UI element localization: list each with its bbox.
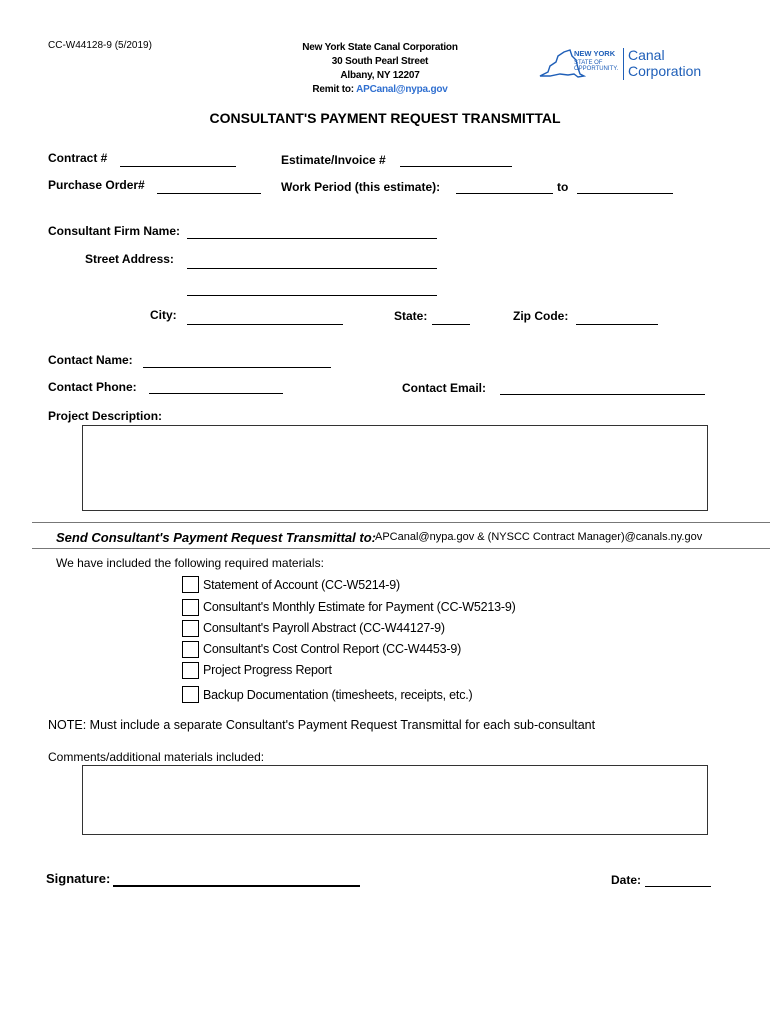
logo-divider	[623, 48, 624, 80]
checkbox-backup-documentation[interactable]	[182, 686, 199, 703]
comments-box[interactable]	[82, 765, 708, 835]
logo-brand-corporation: Corporation	[628, 63, 702, 79]
contact-name-label: Contact Name:	[48, 353, 133, 367]
send-to-emails: APCanal@nypa.gov & (NYSCC Contract Manager)@canals.ny.gov	[375, 531, 703, 543]
materials-item-label: Consultant's Cost Control Report (CC-W4453-9)	[203, 642, 462, 656]
materials-item-label: Consultant's Monthly Estimate for Payment (CC-W5213-9)	[203, 600, 516, 614]
date-label: Date:	[611, 873, 642, 887]
signature-field[interactable]	[113, 885, 360, 887]
logo-brand-canal: Canal	[628, 47, 665, 63]
state-field[interactable]	[432, 324, 470, 325]
street-address-field-2[interactable]	[187, 295, 437, 296]
logo-opportunity: OPPORTUNITY.	[574, 66, 619, 72]
work-period-label: Work Period (this estimate):	[281, 180, 441, 194]
contract-label: Contract #	[48, 151, 108, 165]
materials-intro: We have included the following required materials:	[56, 556, 324, 570]
checkbox-cost-control-report[interactable]	[182, 641, 199, 658]
logo-new-york: NEW YORK	[574, 49, 616, 58]
estimate-invoice-label: Estimate/Invoice #	[281, 153, 386, 167]
purchase-order-label: Purchase Order#	[48, 178, 145, 192]
org-name: New York State Canal Corporation	[302, 42, 458, 53]
state-label: State:	[394, 309, 428, 323]
org-street: 30 South Pearl Street	[331, 56, 429, 67]
remit-label: Remit to:	[312, 84, 354, 95]
project-description-box[interactable]	[82, 425, 708, 511]
firm-name-label: Consultant Firm Name:	[48, 224, 181, 238]
date-field[interactable]	[645, 886, 711, 887]
materials-item-label: Backup Documentation (timesheets, receipts, etc.)	[203, 688, 473, 702]
city-label: City:	[150, 308, 177, 322]
firm-name-field[interactable]	[187, 238, 437, 239]
remit-line	[240, 84, 520, 95]
form-id: CC-W44128-9 (5/2019)	[48, 40, 152, 51]
canal-corporation-logo	[538, 44, 718, 88]
work-period-to-field[interactable]	[577, 193, 673, 194]
materials-item-label: Statement of Account (CC-W5214-9)	[203, 578, 400, 592]
street-address-label: Street Address:	[85, 252, 174, 266]
materials-item-label: Project Progress Report	[203, 663, 332, 677]
checkbox-statement-of-account[interactable]	[182, 576, 199, 593]
logo-state-of: STATE OF	[574, 60, 603, 66]
contact-name-field[interactable]	[143, 367, 331, 368]
work-period-to-label: to	[557, 180, 569, 194]
note-text: NOTE: Must include a separate Consultant's Payment Request Transmittal for each sub-consultant	[48, 718, 596, 732]
form-title: CONSULTANT'S PAYMENT REQUEST TRANSMITTAL	[209, 110, 561, 126]
project-description-label: Project Description:	[48, 409, 163, 423]
zip-label: Zip Code:	[513, 309, 569, 323]
contact-phone-label: Contact Phone:	[48, 380, 137, 394]
remit-email-link[interactable]: APCanal@nypa.gov	[356, 84, 448, 95]
zip-field[interactable]	[576, 324, 658, 325]
contact-email-field[interactable]	[500, 394, 705, 395]
comments-label: Comments/additional materials included:	[48, 750, 265, 764]
send-to-label: Send Consultant's Payment Request Transmittal to:	[56, 530, 376, 545]
work-period-from-field[interactable]	[456, 193, 553, 194]
signature-label: Signature:	[46, 871, 111, 886]
contract-field[interactable]	[120, 166, 236, 167]
section-divider-bottom	[32, 548, 770, 549]
checkbox-project-progress-report[interactable]	[182, 662, 199, 679]
org-city: Albany, NY 12207	[340, 70, 420, 81]
checkbox-payroll-abstract[interactable]	[182, 620, 199, 637]
contact-phone-field[interactable]	[149, 393, 283, 394]
city-field[interactable]	[187, 324, 343, 325]
contact-email-label: Contact Email:	[402, 381, 487, 395]
purchase-order-field[interactable]	[157, 193, 261, 194]
materials-item-label: Consultant's Payroll Abstract (CC-W44127-9)	[203, 621, 445, 635]
section-divider-top	[32, 522, 770, 523]
checkbox-monthly-estimate[interactable]	[182, 599, 199, 616]
street-address-field-1[interactable]	[187, 268, 437, 269]
estimate-invoice-field[interactable]	[400, 166, 512, 167]
